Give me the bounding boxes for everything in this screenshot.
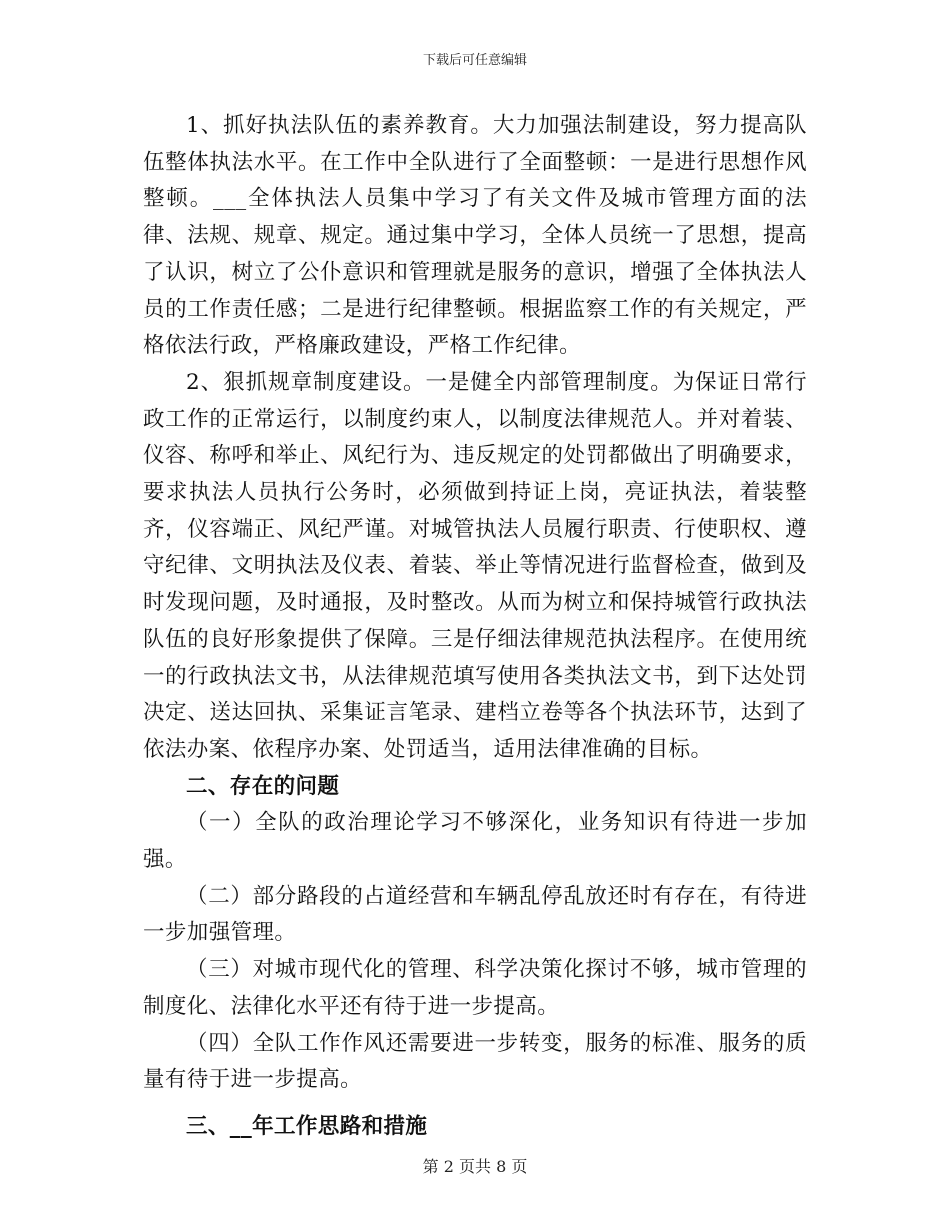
issue-item-2: （二）部分路段的占道经营和车辆乱停乱放还时有存在，有待进一步加强管理。 [143,883,807,946]
section-heading-problems: 二、存在的问题 [186,773,340,799]
paragraph-rules-system: 2、狠抓规章制度建设。一是健全内部管理制度。为保证日常行政工作的正常运行，以制度约束人，以制度法律规范人。并对着装、仪容、称呼和举止、风纪行为、违反规定的处罚都做出了明确要求，要求执法人员执行公务时，必须做到持证上岗，亮证执法，着装整齐，仪容端正、风纪严谨。对城管执法人员履行职责、行使职权、遵守纪律、文明执法及仪表、着装、举止等情况进行监督检查，做到及时发现问题，及时通报，及时整改。从而为树立和保持城管行政执法队伍的良好形象提供了保障。三是仔细法律规范执法程序。在使用统一的行政执法文书，从法律规范填写使用各类执法文书，到下达处罚决定、送达回执、采集证言笔录、建档立卷等各个执法环节，达到了依法办案、依程序办案、处罚适当，适用法律准确的目标。 [143,369,807,762]
issue-item-4: （四）全队工作作风还需要进一步转变，服务的标准、服务的质量有待于进一步提高。 [143,1030,807,1093]
page-header: 下载后可任意编辑 [422,53,527,68]
section-heading-plans: 三、__年工作思路和措施 [186,1113,428,1139]
document-body [143,108,807,1146]
paragraph-team-education: 1、抓好执法队伍的素养教育。大力加强法制建设，努力提高队伍整体执法水平。在工作中全队进行了全面整顿：一是进行思想作风整顿。___全体执法人员集中学习了有关文件及城市管理方面的法律、法规、规章、规定。通过集中学习，全体人员统一了思想，提高了认识，树立了公仆意识和管理就是服务的意识，增强了全体执法人员的工作责任感；二是进行纪律整顿。根据监察工作的有关规定，严格依法行政，严格廉政建设，严格工作纪律。 [143,113,807,359]
issue-item-1: （一）全队的政治理论学习不够深化，业务知识有待进一步加强。 [143,810,807,873]
issue-item-3: （三）对城市现代化的管理、科学决策化探讨不够，城市管理的制度化、法律化水平还有待于进一步提高。 [143,957,807,1019]
page-number: 第 2 页共 8 页 [422,1157,528,1176]
